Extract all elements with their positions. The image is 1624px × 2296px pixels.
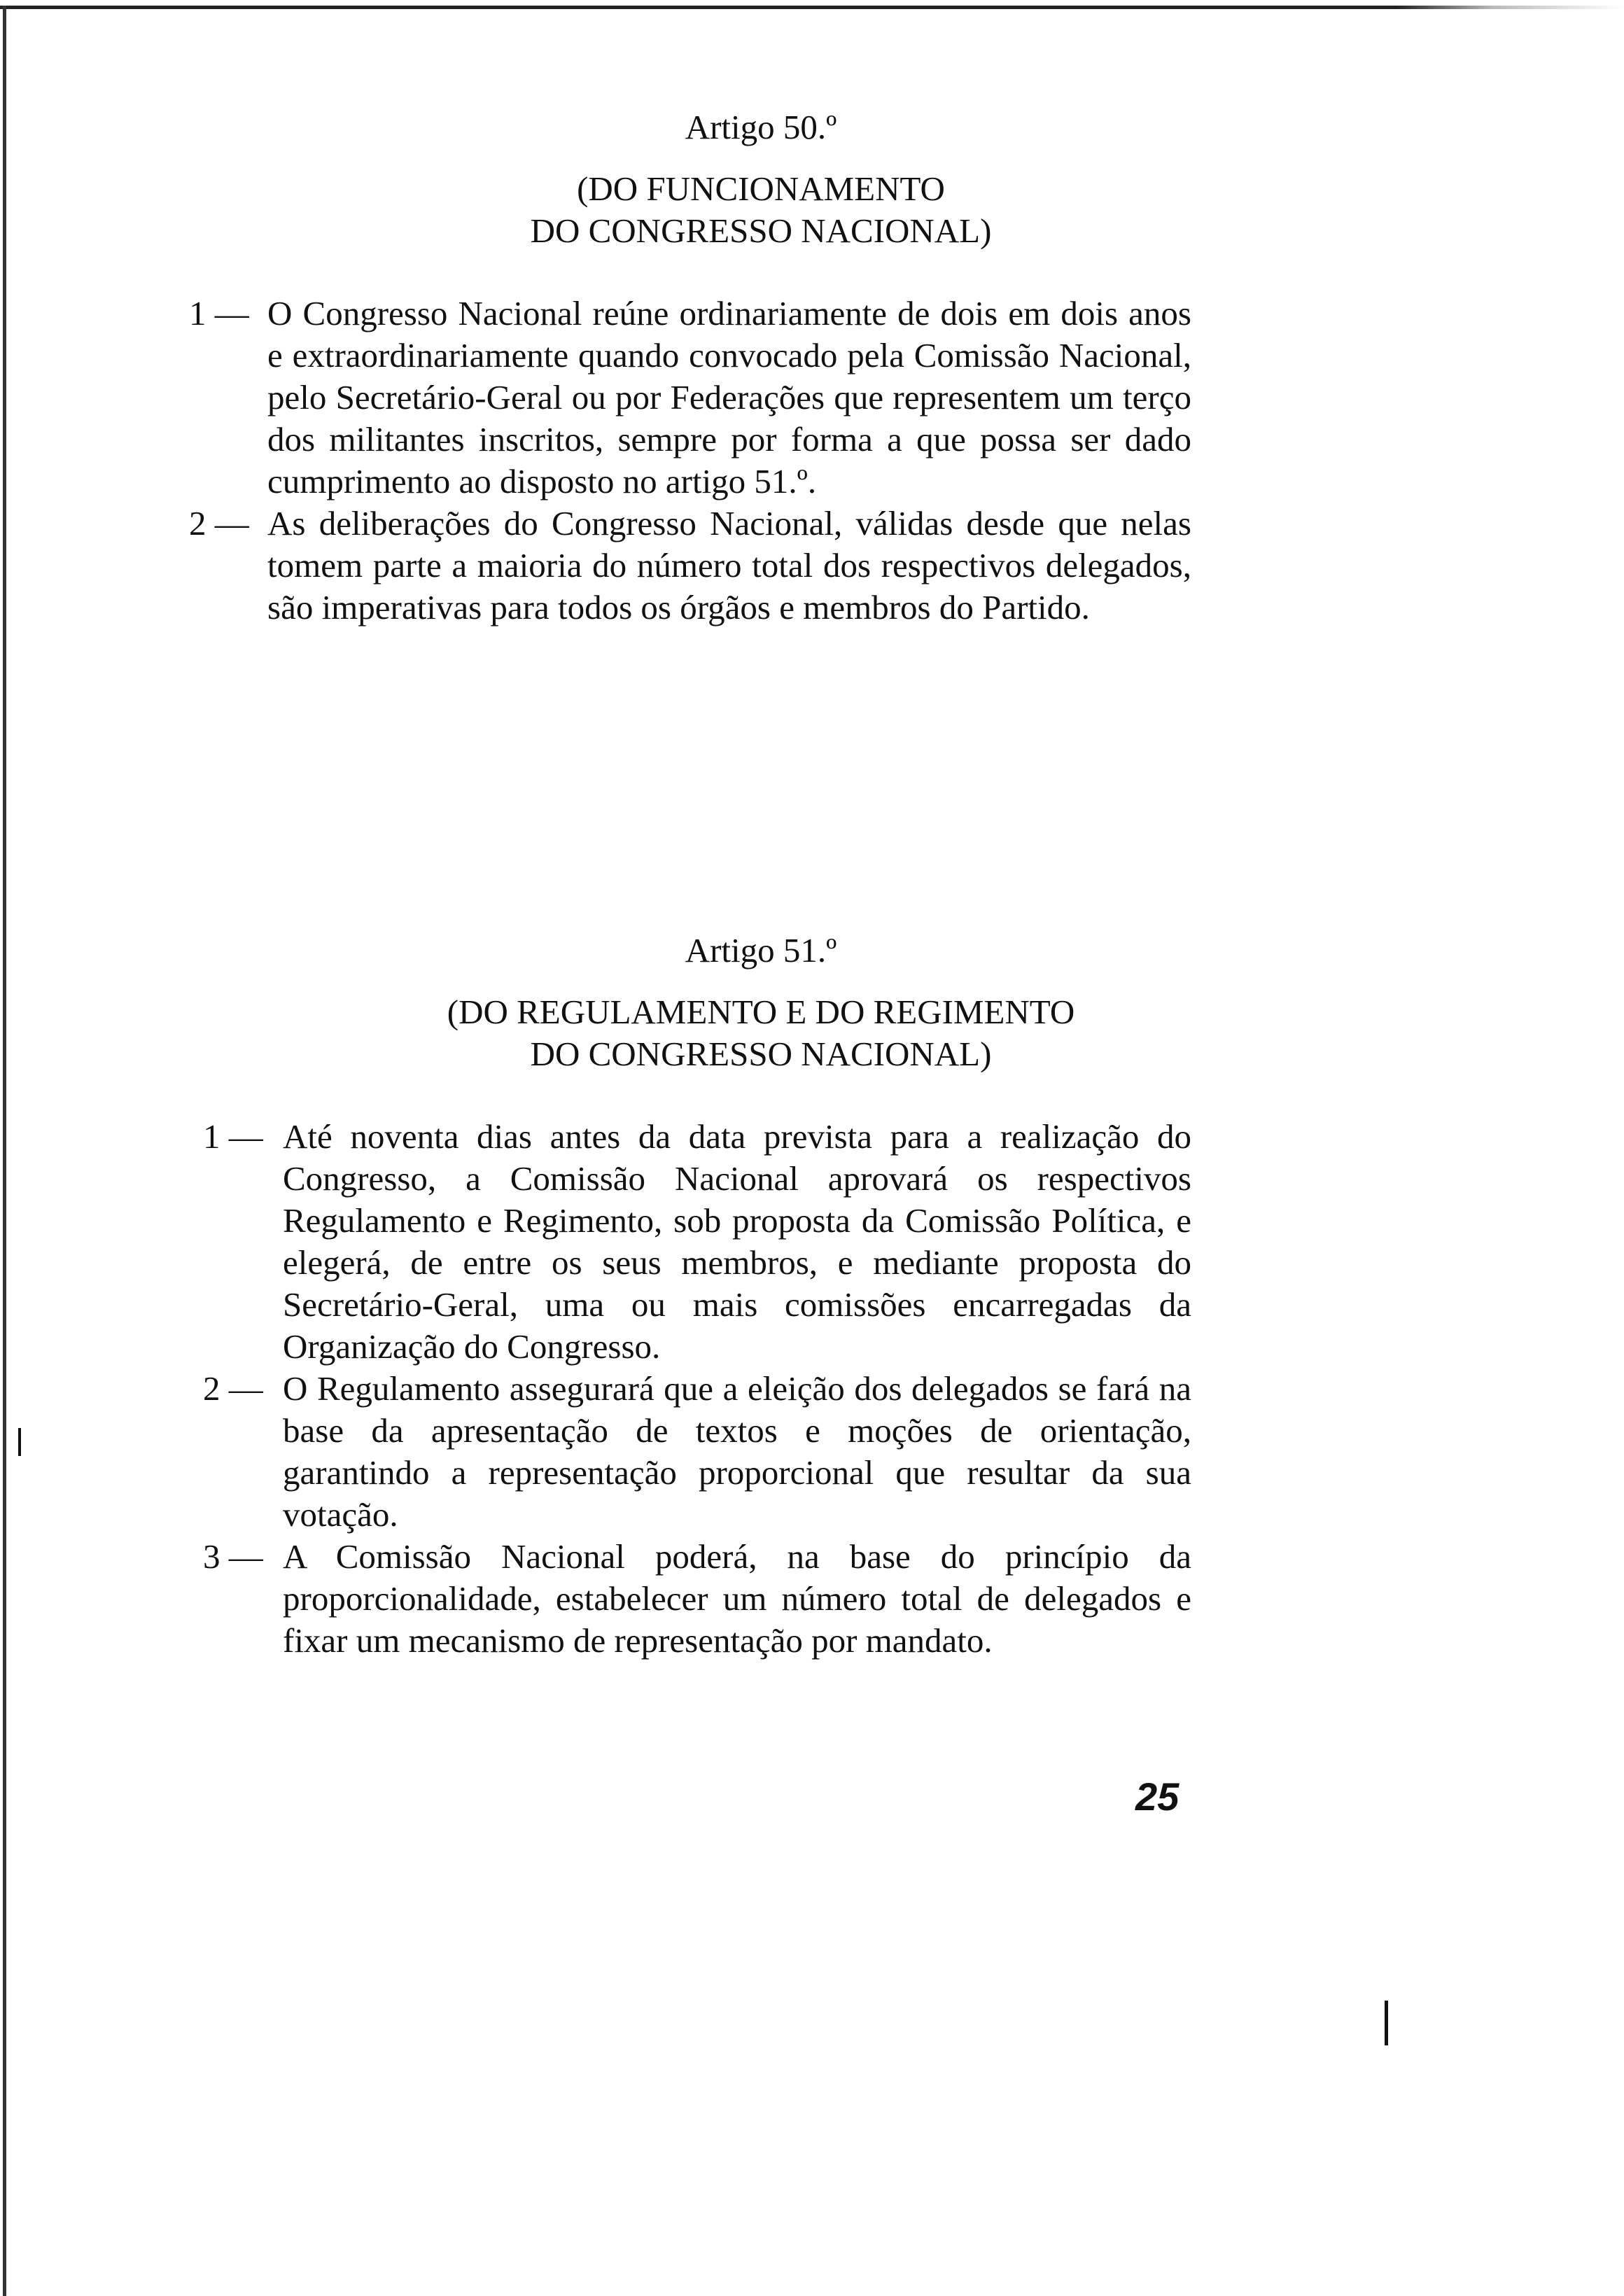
clause-number: 1 — [203,1117,263,1156]
article-subtitle-line: (DO REGULAMENTO E DO REGIMENTO [447,993,1075,1031]
page-number: 25 [1135,1774,1180,1819]
article-title: Artigo 51.º [685,931,837,969]
article-51 [203,930,1191,1662]
clause-text: Até noventa dias antes da data prevista para a realização do Congresso, a Comissão Nacional aprovará os respectivos Regulamento e Regimento, sob proposta da Comissão Política, e elegerá, de entre os seus membros, e mediante proposta do Secretário-Geral, uma ou mais comissões encarregadas da Organização do Congresso. [283,1117,1191,1366]
clause-number: 2 — [203,1369,263,1408]
clause [189,503,1191,629]
scan-mark [18,1428,21,1456]
article-title: Artigo 50.º [685,108,837,146]
clause-text: O Congresso Nacional reúne ordinariamente de dois em dois anos e extraordinariamente quando convocado pela Comissão Nacional, pelo Secretário-Geral ou por Federações que representem um terço dos militantes inscritos, sempre por forma a que possa ser dado cumprimento ao disposto no artigo 51.º. [267,294,1191,500]
clause [203,1116,1191,1368]
clause [203,1368,1191,1536]
scan-mark [1385,2001,1388,2045]
article-subtitle-line: DO CONGRESSO NACIONAL) [530,1035,992,1073]
clause-text: A Comissão Nacional poderá, na base do princípio da proporcionalidade, estabelecer um número total de delegados e fixar um mecanismo de representação por mandato. [283,1537,1191,1660]
article-50 [189,106,1191,629]
article-subtitle-line: DO CONGRESSO NACIONAL) [530,211,992,250]
article-subtitle-line: (DO FUNCIONAMENTO [577,169,945,208]
clause [189,293,1191,503]
clause [203,1536,1191,1662]
clause-number: 3 — [203,1537,263,1576]
clause-number: 1 — [189,294,249,332]
clause-number: 2 — [189,504,249,542]
scan-left-border [3,6,6,2296]
clause-text: As deliberações do Congresso Nacional, válidas desde que nelas tomem parte a maioria do número total dos respectivos delegados, são imperativas para todos os órgãos e membros do Partido. [267,504,1191,626]
scan-top-border [0,6,1624,9]
clause-text: O Regulamento assegurará que a eleição dos delegados se fará na base da apresentação de textos e moções de orientação, garantindo a representação proporcional que resultar da sua votação. [283,1369,1191,1534]
